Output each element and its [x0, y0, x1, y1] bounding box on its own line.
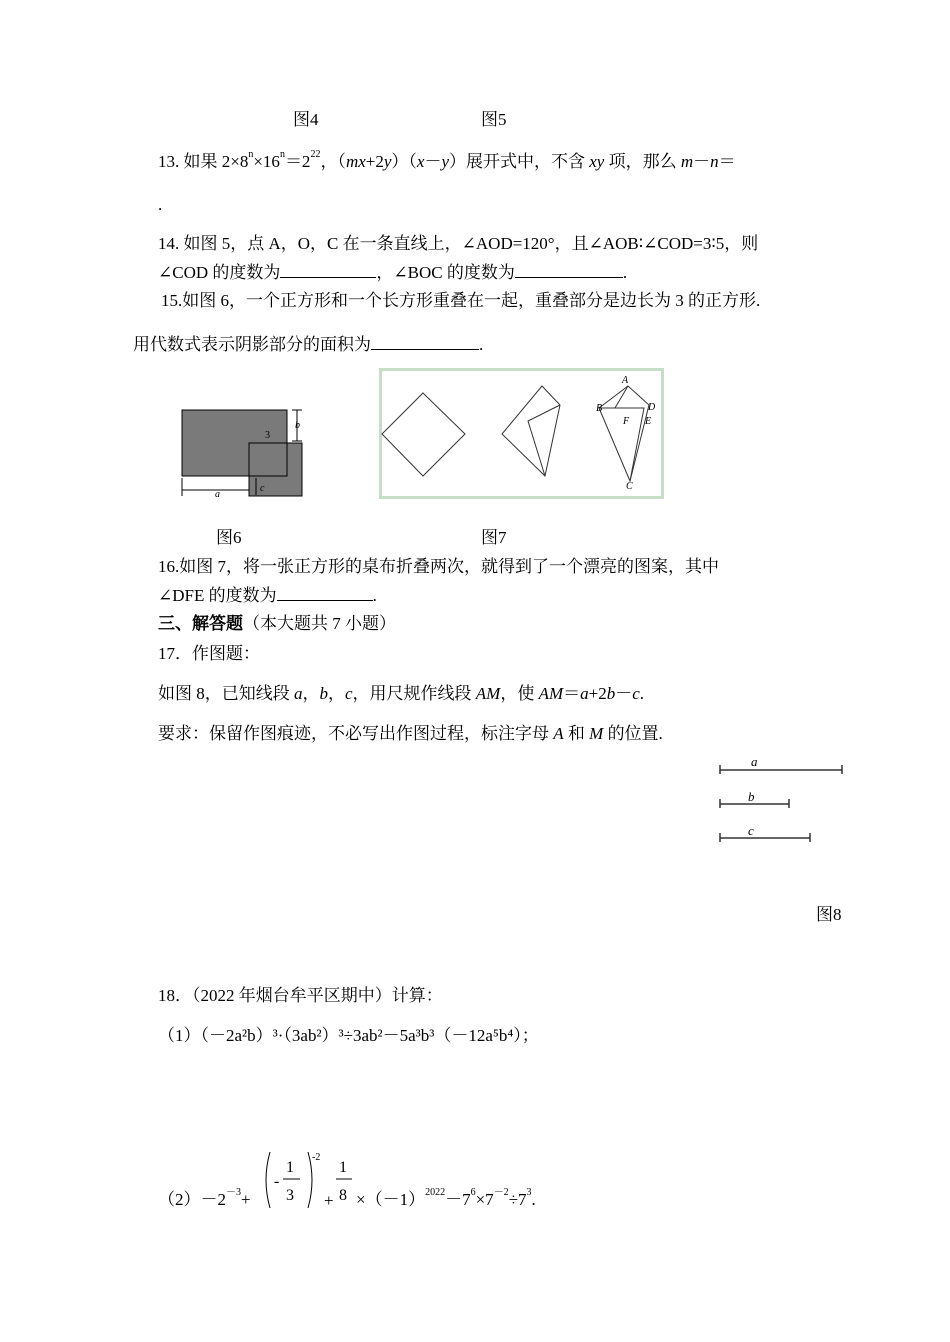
fig7-label-E: E [645, 416, 652, 427]
q16-line2 [158, 585, 377, 606]
q13-text: ＝ [718, 152, 736, 171]
q18-sup: －3 [226, 1187, 241, 1198]
fig7-fold2-line [615, 386, 628, 408]
q17-var: M [589, 724, 604, 743]
figure-8 [712, 752, 852, 852]
q17-text: ＝ [563, 684, 581, 703]
q17-text: +2 [588, 684, 607, 703]
q17-line3 [158, 724, 663, 744]
q17-text: 如图 8，已知线段 [158, 684, 294, 703]
q18-line1: 18．（2022 年烟台牟平区期中）计算： [158, 986, 443, 1005]
q13-number: 13. [158, 152, 180, 171]
q17-text: ，使 [500, 684, 539, 703]
q18-sup: 2022 [425, 1187, 446, 1198]
q17-text: ， [328, 684, 345, 703]
fig7-label-B: B [596, 403, 603, 414]
q18-text: －7 [445, 1190, 471, 1209]
q14-text: . [622, 263, 628, 282]
q18-sup: －2 [493, 1187, 509, 1198]
q13-sup: n [279, 149, 285, 160]
answer-blank[interactable] [280, 262, 376, 278]
q13-text: +2 [365, 152, 384, 171]
q13-var: xy [589, 152, 605, 171]
fig7-label-C: C [626, 481, 633, 492]
q17-line1: 17．作图题： [158, 644, 260, 663]
segment-a-label: a [751, 754, 758, 769]
fig7-label-A: A [622, 375, 629, 386]
q17-var: a [580, 684, 589, 703]
q15-line1: 15.如图 6，一个正方形和一个长方形重叠在一起，重叠部分是边长为 3 的正方形. [161, 291, 761, 310]
q17-text: ， [302, 684, 320, 703]
q18-part2-label [158, 1187, 251, 1210]
q13-sup: n [248, 149, 254, 160]
fig7-square [382, 393, 465, 476]
frac1-denominator: 3 [286, 1187, 294, 1204]
q18-sup: 3 [526, 1187, 532, 1198]
fig6-label-c: c [260, 483, 265, 494]
section-note: （本大题共 7 小题） [243, 614, 396, 633]
fig5-caption: 图5 [481, 110, 507, 129]
q13-text: ）（ [391, 152, 417, 171]
fig4-caption: 图4 [293, 110, 319, 129]
answer-blank[interactable] [515, 262, 623, 278]
q17-text: － [615, 684, 633, 703]
q13-text: ＝2 [284, 152, 311, 171]
q14-text: ∠COD 的度数为 [158, 263, 281, 282]
q13-var: m [680, 152, 694, 171]
q18-part2-rest [356, 1187, 536, 1210]
q13-var: x [416, 152, 425, 171]
frac1-numerator: 1 [286, 1159, 294, 1176]
left-paren [266, 1152, 270, 1208]
q13-var: mx [345, 152, 366, 171]
q15-text: . [479, 335, 484, 354]
q17-text: 和 [563, 724, 590, 743]
q17-var: AM [538, 684, 564, 703]
fig7-fold2-outline [599, 386, 652, 481]
q13-var: y [383, 152, 392, 171]
segment-b-label: b [748, 789, 755, 804]
q17-text: 的位置. [603, 724, 663, 743]
answer-blank[interactable] [277, 585, 373, 601]
q18-part1: （1）（－2a²b）³·（3ab²）³÷3ab²－5a³b³（－12a⁵b⁴）； [158, 1026, 539, 1045]
q18-text: . [531, 1190, 536, 1209]
figure-6 [170, 400, 315, 505]
fig7-fold1-crease [528, 405, 560, 476]
section-3-heading [158, 614, 396, 634]
q18-sup: 6 [470, 1187, 476, 1198]
question-13 [158, 149, 736, 172]
q13-text: 如果 2×8 [183, 152, 249, 171]
q17-var: b [606, 684, 616, 703]
q17-var: AM [475, 684, 501, 703]
q17-var: c [345, 684, 353, 703]
fig7-label-F: F [623, 416, 630, 427]
frac-power: -2 [312, 1152, 321, 1163]
frac2-denominator: 8 [339, 1187, 347, 1204]
fig6-label-3: 3 [265, 430, 270, 441]
q18-text: ÷7 [508, 1190, 527, 1209]
q16-text: ∠DFE 的度数为 [158, 586, 277, 605]
q17-var: a [294, 684, 303, 703]
q13-text: ）展开式中，不含 [449, 152, 590, 171]
q15-line2 [133, 334, 483, 355]
figure-7 [379, 368, 664, 500]
frac2-numerator: 1 [339, 1159, 347, 1176]
q14-text: ，∠BOC 的度数为 [376, 263, 515, 282]
frac-minus: - [274, 1173, 280, 1190]
q18-text: （2）－2 [158, 1190, 226, 1209]
section-title: 三、解答题 [158, 614, 243, 633]
fig6-label-a: a [215, 489, 220, 500]
q14-line1: 14. 如图 5，点 A，O，C 在一条直线上，∠AOD=120°，且∠AOB∶∠COD=3∶5，则 [158, 234, 759, 253]
fig7-caption: 图7 [481, 528, 507, 547]
answer-blank[interactable] [371, 334, 479, 350]
q17-var: A [553, 724, 564, 743]
q13-sup: 22 [310, 149, 321, 160]
q13-text: ×16 [253, 152, 280, 171]
q17-var: c [632, 684, 640, 703]
fig6-caption: 图6 [216, 528, 242, 547]
q18-text: ×7 [475, 1190, 494, 1209]
q17-text: 要求：保留作图痕迹，不必写出作图过程，标注字母 [158, 724, 554, 743]
q18-text: + [241, 1190, 251, 1209]
q17-var: b [319, 684, 328, 703]
q13-var: n [710, 152, 719, 171]
fig7-frame [381, 370, 663, 498]
q18-text: ×（－1） [356, 1190, 426, 1209]
q13-text: ，（ [320, 152, 346, 171]
fig6-overlap [249, 443, 287, 476]
q17-text: ，用尺规作线段 [352, 684, 476, 703]
fig8-caption: 图8 [816, 905, 842, 924]
q13-text: － [693, 152, 711, 171]
q13-text: － [424, 152, 442, 171]
q18-fraction-expression [260, 1148, 360, 1216]
q13-var: y [441, 152, 449, 171]
fig6-label-b: b [295, 420, 300, 431]
segment-c-label: c [748, 823, 754, 838]
q14-line2 [158, 262, 627, 283]
q15-text: 用代数式表示阴影部分的面积为 [133, 335, 371, 354]
q16-text: . [372, 586, 377, 605]
fig7-label-D: D [648, 402, 656, 413]
q17-text: . [639, 684, 645, 703]
q17-line2 [158, 684, 644, 704]
frac-plus: + [324, 1191, 334, 1210]
q13-line2: . [158, 195, 163, 214]
q13-text: 项，那么 [604, 152, 681, 171]
fig7-fold2-crease [599, 408, 644, 481]
q16-line1: 16.如图 7，将一张正方形的桌布折叠两次，就得到了一个漂亮的图案，其中 [158, 557, 719, 576]
